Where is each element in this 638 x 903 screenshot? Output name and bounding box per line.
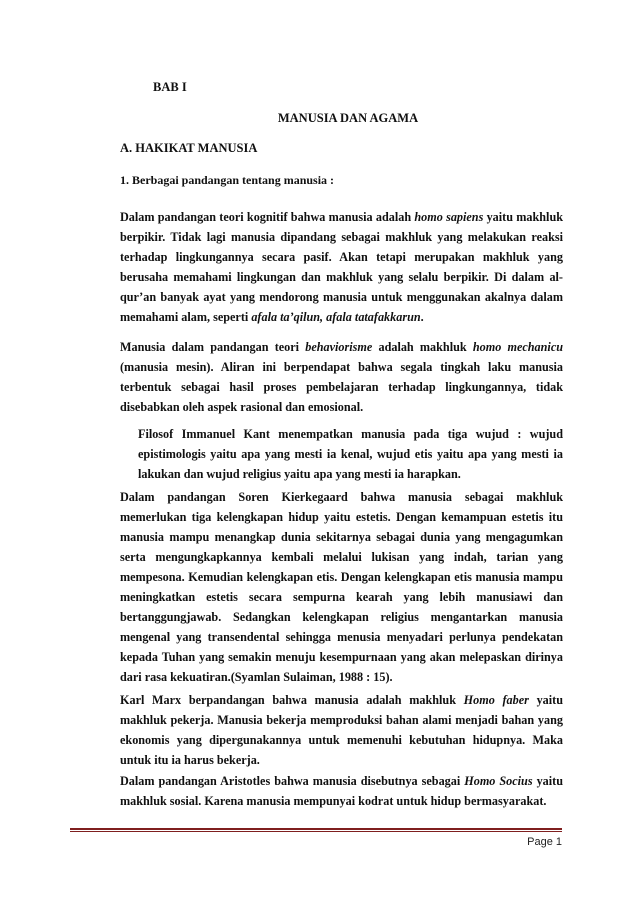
page-number: Page 1: [527, 836, 562, 848]
chapter-label: BAB I: [153, 80, 187, 94]
chapter-title: MANUSIA DAN AGAMA: [277, 111, 419, 125]
paragraph-kant: Filosof Immanuel Kant menempatkan manusia pada tiga wujud : wujud epistimologis yaitu apa yang mesti ia kenal, wujud etis yaitu apa yang mesti ia lakukan dan wujud religius yaitu apa yang mesti ia harapkan.: [138, 427, 563, 481]
section-heading: A. HAKIKAT MANUSIA: [120, 141, 258, 155]
footer-rule: [70, 828, 562, 830]
paragraph-kierkegaard: Dalam pandangan Soren Kierkegaard bahwa manusia sebagai makhluk memerlukan tiga kelengkapan hidup yaitu estetis. Dengan kemampuan estetis itu manusia mampu menangkap dunia sekitarnya sebagai dunia yang mengagumkan serta mengungkapkannya kembali melalui lukisan yang indah, tarian yang mempesona. Kemudian kelengkapan etis. Dengan kelengkapan etis manusia mampu meningkatkan estetis secara sempurna kearah yang lebih manusiawi dan bertanggungjawab. Sedangkan kelengkapan religius mengantarkan manusia mengenal yang transendental sehingga menusia menyadari perlunya pendekatan kepada Tuhan yang semakin menuju kesempurnaan yang akan melepaskan dirinya dari rasa kekuatiran.(Syamlan Sulaiman, 1988 : 15).: [120, 490, 563, 684]
paragraph-behaviorisme: Manusia dalam pandangan teori behaviorisme adalah makhluk homo mechanicu (manusia mesin). Aliran ini berpendapat bahwa segala tingkah laku manusia terbentuk sebagai hasil proses pembelajaran terhadap lingkungannya, tidak disebabkan oleh aspek rasional dan emosional.: [120, 340, 564, 414]
footer-rule-thin: [70, 831, 562, 832]
paragraph-marx: Karl Marx berpandangan bahwa manusia adalah makhluk Homo faber yaitu makhluk pekerja. Manusia bekerja memproduksi bahan alami menjadi bahan yang ekonomis yang dipergunakannya untuk memenuhi kebutuhan hidupnya. Maka untuk itu ia harus bekerja.: [120, 693, 564, 767]
paragraph-kognitif: Dalam pandangan teori kognitif bahwa manusia adalah homo sapiens yaitu makhluk berpikir. Tidak lagi manusia dipandang sebagai makhluk yang melakukan reaksi terhadap lingkungannya secara pasif. Akan tetapi merupakan makhluk yang berusaha memahami lingkungan dan makhluk yang selalu berpikir. Di dalam al-qur’an banyak ayat yang mendorong manusia untuk menggunakan akalnya dalam memahami alam, seperti afala ta’qilun, afala tatafakkarun.: [120, 210, 563, 324]
paragraph-aristotles: Dalam pandangan Aristotles bahwa manusia disebutnya sebagai Homo Socius yaitu makhluk sosial. Karena manusia mempunyai kodrat untuk hidup bermasyarakat.: [120, 774, 563, 808]
subsection-heading: 1. Berbagai pandangan tentang manusia :: [120, 173, 335, 187]
